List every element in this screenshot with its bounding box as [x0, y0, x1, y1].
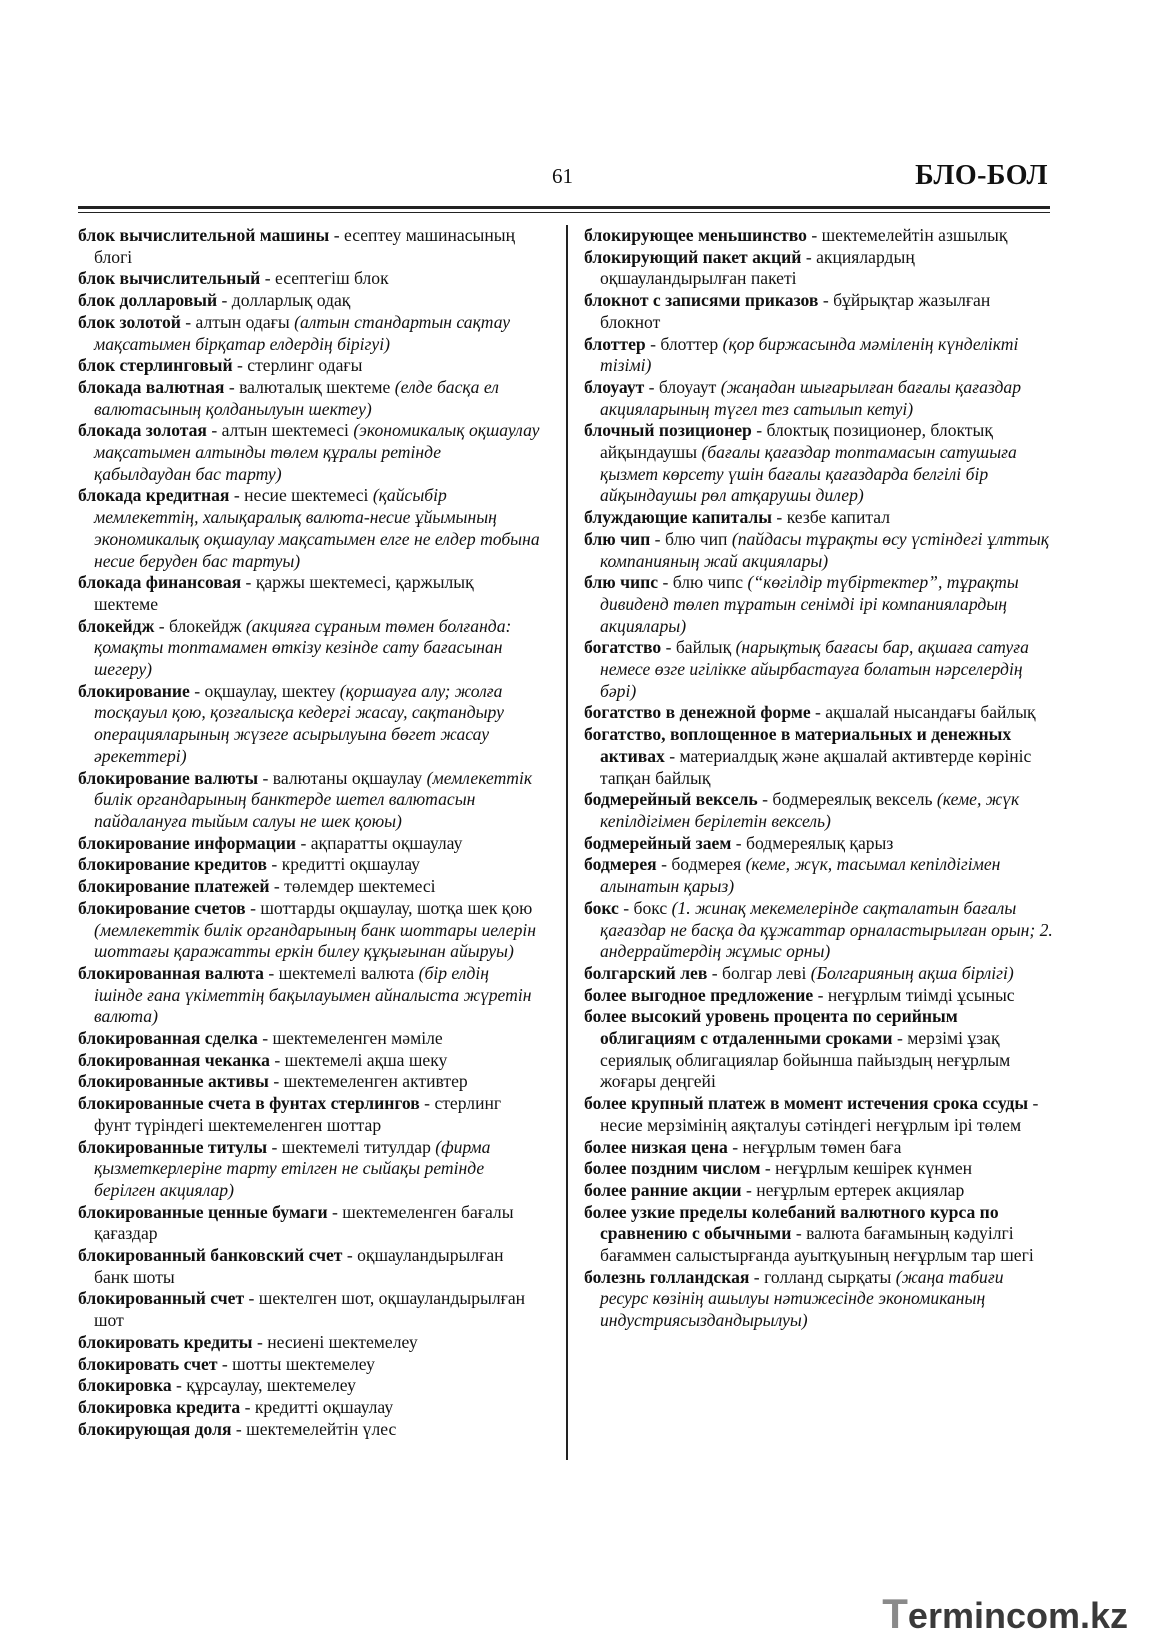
entry-definition: шектемеленген бағалы қағаздар	[94, 1201, 514, 1244]
dictionary-entry	[78, 1332, 540, 1354]
entry-term: более выгодное предложение	[584, 984, 814, 1005]
entry-definition: оқшаулау, шектеу	[204, 680, 340, 701]
entry-term: блуждающие капиталы	[584, 507, 773, 528]
entry-definition: ақшалай нысандағы байлық	[825, 702, 1036, 723]
entry-definition: блокейдж	[168, 615, 246, 636]
entry-separator: -	[240, 1396, 255, 1417]
dictionary-entry	[78, 1028, 540, 1050]
entry-term: блокада золотая	[78, 420, 207, 441]
entry-separator: -	[892, 1028, 908, 1049]
entry-term: блокирующая доля	[78, 1418, 232, 1439]
dictionary-entry	[78, 1375, 540, 1397]
entry-definition: материалдық және ақшалай активтерде көрініс тапқан байлық	[600, 745, 1032, 788]
entry-separator: -	[813, 984, 828, 1005]
dictionary-entry	[78, 355, 540, 377]
entry-definition: есептеу машинасының блогі	[94, 225, 515, 267]
left-column	[78, 225, 540, 1440]
entry-separator: -	[731, 832, 747, 853]
entry-term: более крупный платеж в момент истечения срока ссуды	[584, 1093, 1029, 1114]
entry-separator: -	[217, 1353, 233, 1374]
entry-definition: оқшауландырылған банк шоты	[94, 1245, 504, 1287]
entry-note: (елде басқа ел валютасының қолданылуын шектеу)	[94, 376, 499, 419]
right-column	[584, 225, 1054, 1332]
dictionary-entry	[78, 1288, 540, 1331]
entry-definition: неғұрлым ертерек акциялар	[756, 1179, 965, 1200]
dictionary-entry	[78, 833, 540, 855]
entry-definition: валюталық шектеме	[239, 376, 395, 397]
entry-separator: -	[229, 485, 245, 506]
entry-term: блокированные активы	[78, 1071, 269, 1092]
dictionary-entry	[584, 1006, 1054, 1093]
header-rule-thin	[78, 212, 1050, 213]
dictionary-entry	[78, 1071, 540, 1093]
entry-note: (жаңадан шығарылған бағалы қағаздар акцияларының түгел тез сатылып кетуі)	[600, 376, 1021, 419]
entry-term: блоттер	[584, 333, 646, 354]
entry-definition: алтын одағы	[195, 311, 295, 332]
dictionary-entry	[78, 1050, 540, 1072]
entry-separator: -	[224, 376, 240, 397]
dictionary-entry	[584, 1180, 1054, 1202]
entry-definition: неғұрлым кешірек күнмен	[775, 1158, 973, 1179]
dictionary-entry	[78, 1354, 540, 1376]
entry-separator: -	[267, 1136, 282, 1157]
entry-note: (кеме, жүк кепілдігімен берілетін вексель)	[600, 789, 1020, 831]
entry-note: (бағалы қағаздар топтамасын сатушыға қызмет көрсету үшін бағалы қағаздарда белгілі бір айқындаушы рөл атқарушы дилер)	[600, 442, 1017, 506]
entry-definition: шектемелі титулдар	[281, 1136, 436, 1157]
entry-definition: валюта бағамының кәдуілгі бағаммен салыстырғанда ауытқуының неғұрлым тар шегі	[600, 1223, 1034, 1266]
dictionary-entry	[584, 854, 1054, 897]
entry-term: блокирование информации	[78, 832, 297, 853]
entry-note: (жаңа табиғи ресурс көзінің ашылуы нәтижесінде экономиканың индустриясыздандырылуы)	[600, 1266, 1004, 1331]
entry-definition: ақпаратты оқшаулау	[310, 832, 463, 853]
entry-note: (мемлекеттік билік органдарының банктерде шетел валютасын пайдалануға тыйым салуы не шек қоюы)	[94, 767, 533, 831]
entry-definition: мерзімі ұзақ сериялық облигациялар бойынша пайыздың неғұрлым жоғары деңгейі	[600, 1028, 1011, 1092]
entry-term: блокнот с записями приказов	[584, 290, 819, 311]
entry-note: (қор биржасында мәміленің күнделікті тізімі)	[600, 333, 1019, 376]
entry-separator: -	[342, 1245, 358, 1266]
dictionary-entry	[78, 876, 540, 898]
entry-definition: неғұрлым тиімді ұсыныс	[827, 984, 1015, 1005]
dictionary-entry	[584, 833, 1054, 855]
dictionary-entry	[584, 334, 1054, 377]
entry-separator: -	[252, 1331, 268, 1352]
entry-separator: -	[257, 1028, 273, 1049]
dictionary-entry	[584, 1267, 1054, 1332]
page-number: 61	[552, 164, 573, 188]
entry-definition: неғұрлым төмен баға	[742, 1136, 902, 1157]
entry-term: блокада валютная	[78, 376, 225, 397]
t-icon: T	[882, 1590, 908, 1637]
entry-definition: кезбе капитал	[786, 507, 891, 528]
entry-term: блокированная сделка	[78, 1028, 258, 1049]
entry-term: блокированный счет	[78, 1288, 245, 1309]
entry-separator: -	[1028, 1093, 1039, 1114]
dictionary-entry	[584, 247, 1054, 290]
entry-term: блоуаут	[584, 376, 645, 397]
entry-definition: шектемеленген мәміле	[272, 1028, 443, 1049]
entry-separator: -	[231, 1418, 247, 1439]
entry-term: блокирование кредитов	[78, 854, 268, 875]
dictionary-entry	[584, 985, 1054, 1007]
entry-definition: несие мерзімінің аяқталуы сәтіндегі неғұрлым ірі төлем	[600, 1114, 1022, 1135]
entry-separator: -	[269, 1049, 285, 1070]
entry-term: бодмерейный заем	[584, 832, 732, 853]
entry-separator: -	[327, 1201, 343, 1222]
dictionary-entry	[78, 1397, 540, 1419]
entry-definition: несие шектемесі	[244, 485, 373, 506]
entry-term: блокировать кредиты	[78, 1331, 253, 1352]
entry-term: блок золотой	[78, 311, 181, 332]
entry-definition: бокс	[633, 897, 672, 918]
entry-definition: стерлинг одағы	[247, 355, 363, 376]
entry-definition: бодмереялық қарыз	[746, 832, 894, 853]
entry-definition: құрсаулау, шектемелеу	[186, 1375, 356, 1396]
dictionary-entry	[584, 898, 1054, 963]
entry-separator: -	[810, 702, 826, 723]
entry-term: богатство, воплощенное в материальных и денежных активах	[584, 724, 1012, 766]
entry-definition: бұйрықтар жазылған блокнот	[600, 290, 991, 332]
dictionary-entry	[78, 420, 540, 485]
entry-definition: валютаны оқшаулау	[272, 767, 427, 788]
entry-note: (алтын стандартын сақтау мақсатымен бірқатар елдердің бірігуі)	[94, 311, 511, 354]
entry-separator: -	[260, 268, 275, 289]
entry-definition: төлемдер шектемесі	[284, 876, 436, 897]
entry-term: блокирование	[78, 680, 190, 701]
dictionary-entry	[78, 485, 540, 572]
entry-term: богатство в денежной форме	[584, 702, 811, 723]
entry-definition: акциялардың оқшауландырылған пакеті	[600, 246, 915, 289]
dictionary-entry	[78, 572, 540, 615]
entry-term: болгарский лев	[584, 962, 708, 983]
entry-term: блокированный банковский счет	[78, 1245, 343, 1266]
dictionary-entry	[584, 1158, 1054, 1180]
entry-term: блю чип	[584, 528, 651, 549]
entry-separator: -	[791, 1223, 807, 1244]
dictionary-entry	[78, 268, 540, 290]
entry-term: блю чипс	[584, 572, 659, 593]
entry-separator: -	[180, 311, 196, 332]
entry-definition: алтын шектемесі	[221, 420, 354, 441]
entry-term: блокирование счетов	[78, 897, 246, 918]
entry-note: (экономикалық оқшаулау мақсатымен алтынды төлем құралы ретінде қабылдаудан бас тарту)	[94, 420, 540, 484]
entry-term: блочный позиционер	[584, 420, 752, 441]
entry-term: более поздним числом	[584, 1158, 761, 1179]
entry-separator: -	[727, 1136, 743, 1157]
entry-term: блокировка кредита	[78, 1396, 241, 1417]
entry-separator: -	[217, 290, 232, 311]
entry-separator: -	[245, 897, 261, 918]
entry-separator: -	[664, 745, 680, 766]
entry-term: блокировка	[78, 1375, 172, 1396]
entry-definition: бодмерея	[671, 854, 746, 875]
entry-note: (кеме, жүк, тасымал кепілдігімен алынатын қарыз)	[600, 854, 1001, 897]
column-divider	[566, 225, 568, 1460]
entry-separator: -	[154, 615, 169, 636]
page-header-title: БЛО-БОЛ	[915, 160, 1048, 191]
dictionary-entry	[78, 854, 540, 876]
entry-term: блокада кредитная	[78, 485, 230, 506]
entry-term: более высокий уровень процента по серийным облигациям с отдаленными сроками	[584, 1006, 958, 1049]
dictionary-entry	[584, 420, 1054, 507]
entry-note: (акцияға сұраным төмен болғанда: қомақты топтамамен өткізу кезінде сату бағасынан шегеру)	[94, 615, 512, 680]
entry-definition: блю чип	[664, 528, 732, 549]
dictionary-entry	[78, 768, 540, 833]
entry-separator: -	[189, 680, 205, 701]
dictionary-entry	[584, 1202, 1054, 1267]
entry-term: бокс	[584, 897, 619, 918]
entry-term: блок вычислительный	[78, 268, 261, 289]
terminco-logo	[882, 1590, 1128, 1638]
dictionary-entry	[584, 377, 1054, 420]
logo-text: ermincom.kz	[907, 1595, 1128, 1636]
entry-note: (пайдасы тұрақты өсу үстіндегі ұлттық компанияның жай акциялары)	[600, 528, 1049, 571]
dictionary-entry	[78, 963, 540, 1028]
entry-definition: шотты шектемелеу	[232, 1353, 375, 1374]
dictionary-entry	[584, 572, 1054, 637]
entry-definition: долларлық одақ	[231, 290, 351, 311]
entry-term: блокированная чеканка	[78, 1049, 270, 1070]
entry-separator: -	[661, 637, 676, 658]
entry-separator: -	[658, 572, 673, 593]
entry-separator: -	[329, 225, 344, 245]
entry-definition: шоттарды оқшаулау, шотқа шек қою	[260, 897, 533, 918]
entry-term: блокада финансовая	[78, 572, 242, 593]
dictionary-entry	[78, 377, 540, 420]
entry-definition: шектемелі ақша шеку	[284, 1049, 448, 1070]
dictionary-entry	[78, 1245, 540, 1288]
dictionary-entry	[584, 963, 1054, 985]
entry-definition: қаржы шектемесі, қаржылық шектеме	[94, 572, 474, 614]
entry-note: (Болгарияның ақша бірлігі)	[810, 962, 1014, 983]
entry-note: (1. жинақ мекемелерінде сақталатын бағалы қағаздар не басқа да құжаттар орналастырылған орын; 2. андеррайтердің жұмыс орны)	[600, 897, 1053, 962]
entry-separator: -	[618, 897, 634, 918]
entry-term: более ранние акции	[584, 1179, 742, 1200]
entry-separator: -	[241, 572, 256, 593]
entry-separator: -	[760, 1158, 776, 1179]
entry-definition: шектелген шот, оқшауландырылған шот	[94, 1288, 526, 1331]
entry-definition: бодмереялық вексель	[772, 789, 937, 810]
entry-note: (“көгілдір түбіртектер”, тұрақты дивиденд төлеп тұратын сенімді ірі компаниялардың акциялары)	[600, 572, 1019, 636]
entry-definition: блоттер	[660, 333, 723, 354]
entry-note: (қоршауға алу; жолға тосқауыл қою, қозғалысқа кедергі жасау, сақтандыру операцияларының жүзеге асырылуына бөгет жасау әрекеттері)	[94, 680, 504, 766]
entry-separator: -	[645, 333, 661, 354]
entry-note: (мемлекеттік билік органдарының банк шоттары иелерін шоттағы қаражатты еркін билеу құқығынан айыруы)	[94, 919, 537, 962]
dictionary-entry	[78, 312, 540, 355]
entry-term: болезнь голландская	[584, 1266, 750, 1287]
entry-definition: шектемелейтін үлес	[246, 1418, 397, 1439]
entry-definition: блю чипс	[672, 572, 748, 593]
entry-term: блокированные титулы	[78, 1136, 268, 1157]
entry-term: блокирование платежей	[78, 876, 270, 897]
entry-definition: кредитті оқшаулау	[254, 1396, 394, 1417]
entry-definition: кредитті оқшаулау	[281, 854, 420, 875]
dictionary-entry	[78, 225, 540, 268]
entry-term: более узкие пределы колебаний валютного курса по сравнению с обычными	[584, 1201, 999, 1244]
dictionary-entry	[78, 1137, 540, 1202]
entry-separator: -	[263, 962, 279, 983]
entry-definition: шектемелейтін азшылық	[821, 225, 1008, 245]
dictionary-entry	[584, 789, 1054, 832]
dictionary-entry	[78, 681, 540, 768]
entry-term: блокированные ценные бумаги	[78, 1201, 328, 1222]
entry-separator: -	[644, 376, 659, 397]
entry-term: блокированная валюта	[78, 962, 264, 983]
entry-note: (нарықтық бағасы бар, ақшаға сатуға немесе өзге игілікке айырбастауға болатын нәрселердің бәрі)	[600, 637, 1029, 701]
entry-note: (бір елдің ішінде ғана үкіметтің бақылауымен айналыста жүретін валюта)	[94, 962, 532, 1027]
entry-separator: -	[269, 876, 285, 897]
entry-separator: -	[772, 507, 787, 528]
dictionary-entry	[584, 225, 1054, 247]
entry-separator: -	[206, 420, 222, 441]
entry-separator: -	[656, 854, 672, 875]
entry-definition: шектемеленген активтер	[283, 1071, 468, 1092]
entry-separator: -	[707, 962, 723, 983]
dictionary-entry	[584, 529, 1054, 572]
dictionary-entry	[78, 1093, 540, 1136]
entry-separator: -	[650, 528, 665, 549]
entry-separator: -	[818, 290, 834, 311]
entry-separator: -	[806, 225, 822, 245]
entry-term: бодмерейный вексель	[584, 789, 758, 810]
entry-term: бодмерея	[584, 854, 657, 875]
header-rule	[78, 206, 1050, 209]
dictionary-entry	[584, 637, 1054, 702]
entry-term: блок стерлинговый	[78, 355, 233, 376]
entry-separator: -	[741, 1179, 757, 1200]
dictionary-entry	[78, 1419, 540, 1441]
entry-separator: -	[749, 1266, 765, 1287]
dictionary-entry	[78, 290, 540, 312]
dictionary-entry	[78, 898, 540, 963]
entry-separator: -	[258, 767, 273, 788]
entry-term: блокирующий пакет акций	[584, 246, 802, 267]
entry-definition: блоктық позиционер, блоктық айқындаушы	[600, 420, 993, 463]
entry-separator: -	[244, 1288, 259, 1309]
entry-note: (фирма қызметкерлеріне тарту етілген не сыйақы ретінде берілген акциялар)	[94, 1136, 491, 1200]
entry-definition: есептегіш блок	[274, 268, 389, 289]
dictionary-entry	[584, 507, 1054, 529]
entry-term: блокировать счет	[78, 1353, 218, 1374]
entry-definition: голланд сырқаты	[764, 1266, 896, 1287]
entry-term: блокирующее меньшинство	[584, 225, 807, 245]
entry-separator: -	[296, 832, 311, 853]
entry-term: блокирование валюты	[78, 767, 259, 788]
entry-definition: байлық	[675, 637, 736, 658]
entry-term: более низкая цена	[584, 1136, 728, 1157]
entry-definition: стерлинг фунт түріндегі шектемеленген шоттар	[94, 1093, 502, 1135]
entry-definition: шектемелі валюта	[278, 962, 419, 983]
entry-term: блокейдж	[78, 615, 155, 636]
entry-term: блок вычислительной машины	[78, 225, 330, 245]
entry-separator: -	[751, 420, 767, 441]
entry-separator: -	[267, 854, 282, 875]
entry-definition: несиені шектемелеу	[267, 1331, 418, 1352]
dictionary-entry	[584, 702, 1054, 724]
entry-separator: -	[268, 1071, 284, 1092]
entry-term: блокированные счета в фунтах стерлингов	[78, 1093, 420, 1114]
entry-separator: -	[757, 789, 773, 810]
entry-definition: блоуаут	[658, 376, 721, 397]
dictionary-entry	[584, 1137, 1054, 1159]
entry-separator: -	[232, 355, 248, 376]
entry-term: блок долларовый	[78, 290, 218, 311]
entry-separator: -	[419, 1093, 435, 1114]
entry-term: богатство	[584, 637, 662, 658]
dictionary-entry	[78, 616, 540, 681]
entry-separator: -	[801, 246, 817, 267]
entry-separator: -	[171, 1375, 187, 1396]
dictionary-entry	[584, 724, 1054, 789]
entry-definition: болгар леві	[722, 962, 811, 983]
entry-note: (қайсыбір мемлекеттің, халықаралық валюта-несие ұйымының экономикалық оқшаулау мақсатымен елге не елдер тобына несие беруден бас тартуы)	[94, 485, 540, 571]
dictionary-entry	[584, 1093, 1054, 1136]
dictionary-entry	[584, 290, 1054, 333]
dictionary-entry	[78, 1202, 540, 1245]
